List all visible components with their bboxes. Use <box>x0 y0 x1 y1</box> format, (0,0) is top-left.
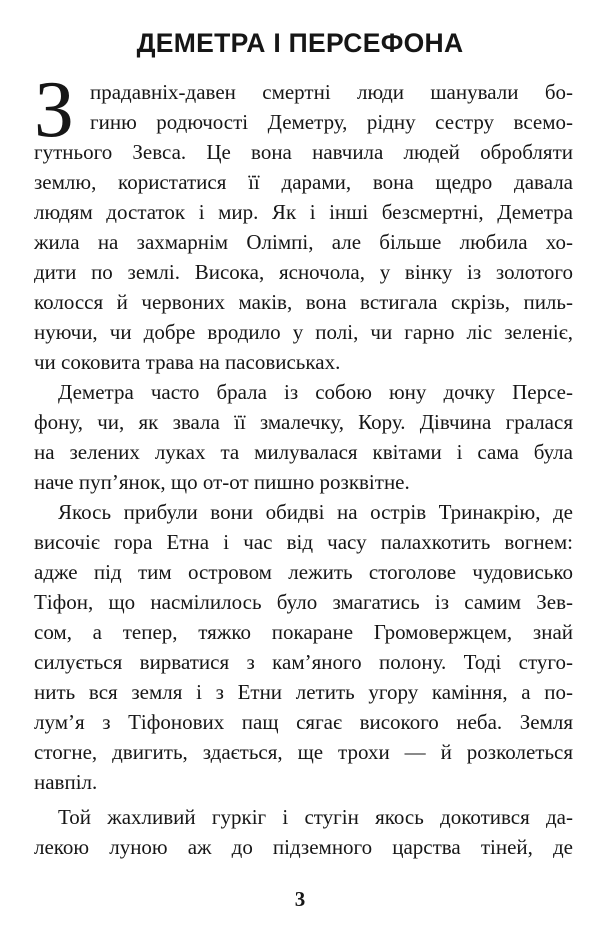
text-line: землю, користатися її дарами, вона щедро давала <box>34 170 573 194</box>
drop-cap: З <box>34 66 75 154</box>
text-line: адже під тим островом лежить стоголове чудовисько <box>34 560 573 584</box>
text-line: наче пуп’янок, що от-от пишно розквітне. <box>34 470 410 494</box>
text-line: сом, а тепер, тяжко покаране Громовержцем, знай <box>34 620 573 644</box>
text-line: нить вся земля і з Етни летить угору каміння, а по- <box>34 680 573 704</box>
text-line: гиню родючості Деметру, рідну сестру всемо- <box>90 110 573 134</box>
text-line: фону, чи, як звала її змалечку, Кору. Дівчина гралася <box>34 410 573 434</box>
text-line: лекою луною аж до підземного царства тіней, де <box>34 835 573 859</box>
text-line: дити по землі. Висока, ясночола, у вінку із золотого <box>34 260 573 284</box>
text-line: на зелених луках та милувалася квітами і сама була <box>34 440 573 464</box>
text-line: Якось прибули вони обидві на острів Тринакрію, де <box>58 500 573 524</box>
text-line: гутнього Зевса. Це вона навчила людей обробляти <box>34 140 573 164</box>
text-line: височіє гора Етна і час від часу палахкотить вогнем: <box>34 530 573 554</box>
text-line: Тіфон, що насмілилось було змагатись із самим Зев- <box>34 590 573 614</box>
text-line: людям достаток і мир. Як і інші безсмертні, Деметра <box>34 200 573 224</box>
text-line: силується вирватися з кам’яного полону. Тоді стуго- <box>34 650 573 674</box>
text-line: колосся й червоних маків, вона встигала скрізь, пиль- <box>34 290 573 314</box>
text-line: Той жахливий гуркіг і стугін якось докотився да- <box>58 805 573 829</box>
text-line: чи соковита трава на пасовиськах. <box>34 350 341 374</box>
text-line: Деметра часто брала із собою юну дочку Персе- <box>58 380 573 404</box>
text-line: жила на захмарнім Олімпі, але більше любила хо- <box>34 230 573 254</box>
chapter-title: ДЕМЕТРА І ПЕРСЕФОНА <box>136 28 464 58</box>
text-line: стогне, двигить, здається, ще трохи — й розколеться <box>34 740 573 764</box>
text-line: лум’я з Тіфонових пащ сягає високого неба. Земля <box>34 710 573 734</box>
page-number: 3 <box>294 887 306 911</box>
text-line: прадавніх-давен смертні люди шанували бо- <box>90 80 573 104</box>
text-line: нуючи, чи добре вродило у полі, чи гарно ліс зеленіє, <box>34 320 573 344</box>
text-line: навпіл. <box>34 770 98 794</box>
